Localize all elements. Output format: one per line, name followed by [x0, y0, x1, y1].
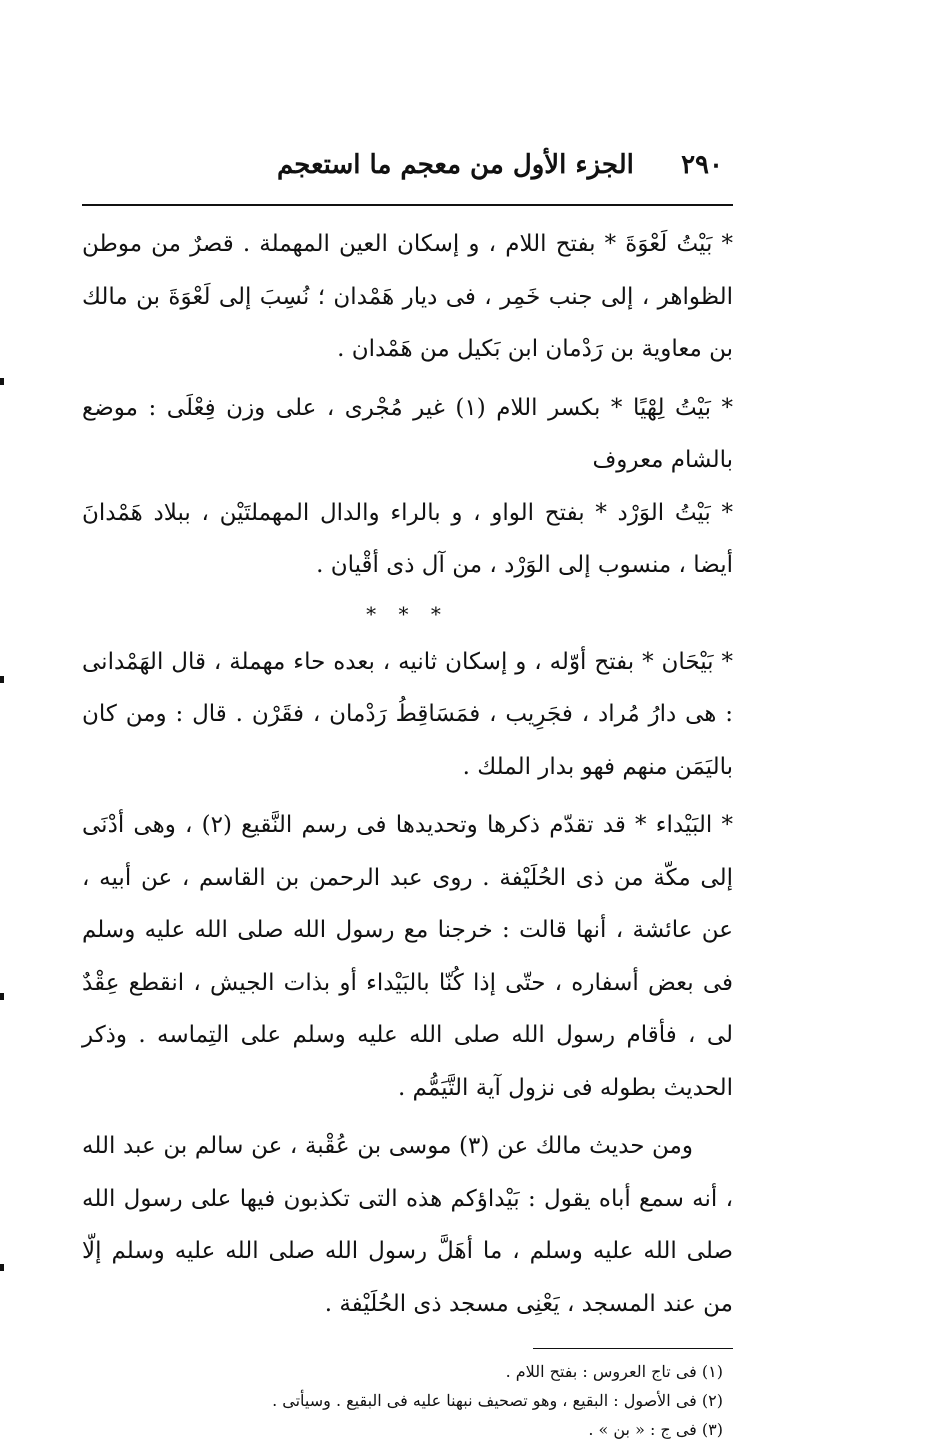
- footnote-1: (١) فى تاج العروس : بفتح اللام .: [505, 1362, 723, 1381]
- entry-bayhan: * بَيْحَان * بفتح أوّله ، و إسكان ثانيه ، بعده حاء مهملة ، قال الهَمْدانى : هى دارُ مُراد ، فجَرِيب ، فمَسَاقِطُ رَدْمان ، فقَرْن . قال : ومن كان باليَمَن منهم فهو بدار الملك .: [82, 648, 733, 780]
- entry-bayt-lawa: * بَيْتُ لَعْوَةَ * بفتح اللام ، و إسكان العين المهملة . قصرٌ من موطن الظواهر ، إلى جنب خَمِر ، فى ديار هَمْدان ؛ نُسِبَ إلى لَعْوَةَ بن مالك بن معاوية بن رَدْمان ابن بَكيل من هَمْدان .: [82, 231, 733, 362]
- footnote-2: (٢) فى الأصول : البقيع ، وهو تصحيف نبهنا عليه فى البقيع . وسيأتى .: [272, 1391, 723, 1410]
- scan-edge-mark: [0, 1264, 4, 1271]
- page-header: [82, 150, 733, 194]
- book-page: [82, 150, 733, 1439]
- scan-edge-mark: [0, 676, 4, 683]
- footnote-3: (٣) فى ج : « بن » .: [588, 1420, 723, 1439]
- entry-bayt-alward: * بَيْتُ الوَرْد * بفتح الواو ، و بالراء والدال المهملتَيْن ، ببلاد هَمْدانَ أيضا ، منسوب إلى الوَرْد ، من آل ذى أقْيان .: [82, 499, 733, 578]
- hadith-paragraph: ومن حديث مالك عن (٣) موسى بن عُقْبة ، عن سالم بن عبد الله ، أنه سمع أباه يقول : بَيْداؤكم هذه التى تكذبون فيها على رسول الله صلى الله عليه وسلم ، ما أهَلَّ رسول الله صلى الله عليه وسلم إلّا من عند المسجد ، يَعْنِى مسجد ذى الحُلَيْفة .: [82, 1133, 733, 1317]
- entry-albayda: * البَيْداء * قد تقدّم ذكرها وتحديدها فى رسم النَّقيع (٢) ، وهى أدْنَى إلى مكّة من ذى الحُلَيْفة . روى عبد الرحمن بن القاسم ، عن أبيه ، عن عائشة ، أنها قالت : خرجنا مع رسول الله صلى الله عليه وسلم فى بعض أسفاره ، حتّى إذا كُنّا بالبَيْداء أو بذات الجيش ، انقطع عِقْدٌ لى ، فأقام رسول الله صلى الله عليه وسلم على التِماسه . وذكر الحديث بطوله فى نزول آية التَّيَمُّم .: [82, 812, 733, 1101]
- section-separator: * * *: [366, 601, 449, 626]
- scan-edge-mark: [0, 993, 4, 1000]
- footnotes: [82, 1357, 733, 1444]
- scan-edge-mark: [0, 378, 4, 385]
- main-text: [82, 218, 733, 1330]
- footnote-rule: [533, 1348, 733, 1349]
- running-title: الجزء الأول من معجم ما استعجم: [277, 150, 634, 180]
- entry-bayt-lihya: * بَيْتُ لِهْيًا * بكسر اللام (١) غير مُجْرى ، على وزن فِعْلَى : موضع بالشام معروف: [82, 394, 733, 473]
- page-number: ٢٩٠: [681, 150, 723, 180]
- header-rule: [82, 204, 733, 206]
